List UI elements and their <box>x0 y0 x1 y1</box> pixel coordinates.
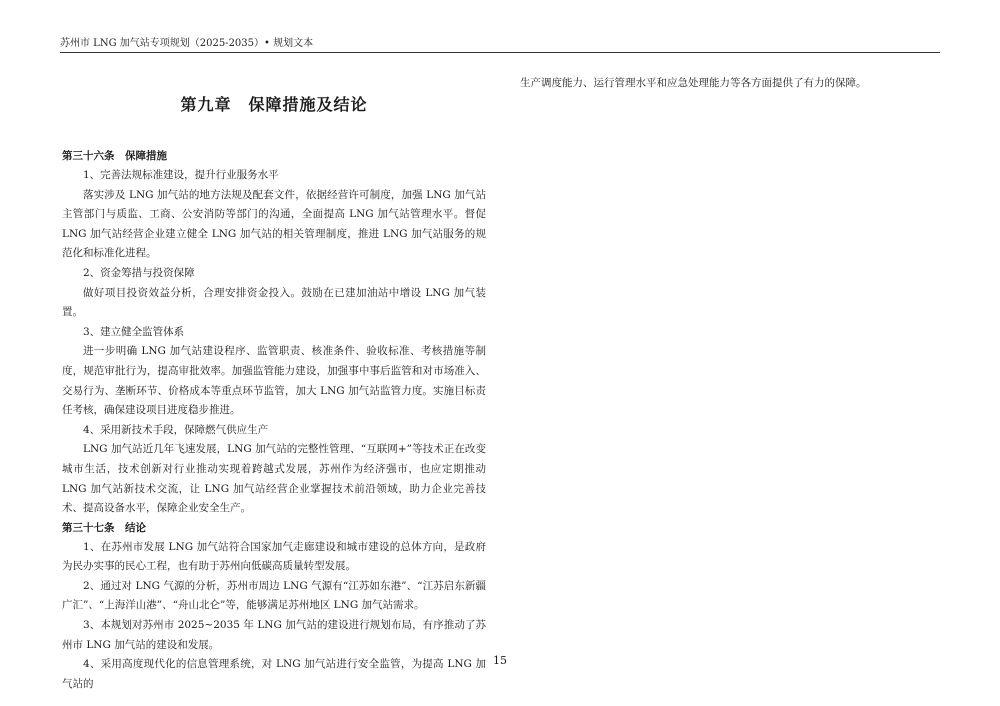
measure-1-body: 落实涉及 LNG 加气站的地方法规及配套文件，依据经营许可制度，加强 LNG 加气站主管部门与质监、工商、公安消防等部门的沟通，全面提高 LNG 加气站管理水平。督促 LNG 加气站经营企业建立健全 LNG 加气站的相关管理制度，推进 LNG 加气站服务的规范化和标准化进程。 <box>62 188 486 260</box>
measure-4-title: 4、采用新技术手段，保障燃气供应生产 <box>83 423 269 436</box>
conclusion-2: 2、通过对 LNG 气源的分析，苏州市周边 LNG 气源有“江苏如东港”、“江苏启东新疆广汇”、“上海洋山港”、“舟山北仑”等，能够满足苏州地区 LNG 加气站需求。 <box>62 579 486 612</box>
left-column <box>62 86 486 694</box>
header-divider <box>60 52 940 53</box>
right-column <box>520 74 940 94</box>
measure-2-title: 2、资金筹措与投资保障 <box>83 266 195 279</box>
conclusion-3: 3、本规划对苏州市 2025~2035 年 LNG 加气站的建设进行规划布局，有序推动了苏州市 LNG 加气站的建设和发展。 <box>62 619 486 651</box>
measure-1-title: 1、完善法规标准建设，提升行业服务水平 <box>83 169 279 181</box>
article-36-heading: 第三十六条 保障措施 <box>62 150 167 162</box>
page-number: 15 <box>493 654 507 667</box>
conclusion-4: 4、采用高度现代化的信息管理系统，对 LNG 加气站进行安全监管，为提高 LNG 加气站的 <box>62 658 486 690</box>
measure-3-body: 进一步明确 LNG 加气站建设程序、监管职责、核准条件、验收标准、考核措施等制度，规范审批行为，提高审批效率。加强监管能力建设，加强事中事后监管和对市场准入、交易行为、垄断环节、价格成本等重点环节监管，加大 LNG 加气站监管力度。实施目标责任考核，确保建设项目进度稳步推进。 <box>62 345 486 417</box>
chapter-title: 第九章 保障措施及结论 <box>180 95 368 114</box>
conclusion-4-continuation: 生产调度能力、运行管理水平和应急处理能力等各方面提供了有力的保障。 <box>520 77 867 89</box>
measure-4-body: LNG 加气站近几年飞速发展，LNG 加气站的完整性管理、“互联网+”等技术正在改变城市生活，技术创新对行业推动实现着跨越式发展，苏州作为经济强市，也应定期推动 LNG 加气站新技术交流，让 LNG 加气站经营企业掌握技术前沿领域，助力企业完善技术、提高设备水平，保障企业安全生产。 <box>62 443 486 515</box>
conclusion-1: 1、在苏州市发展 LNG 加气站符合国家加气走廊建设和城市建设的总体方向，是政府为民办实事的民心工程，也有助于苏州向低碳高质量转型发展。 <box>62 540 486 573</box>
article-37-heading: 第三十七条 结论 <box>62 521 146 534</box>
measure-2-body: 做好项目投资效益分析，合理安排资金投入。鼓励在已建加油站中增设 LNG 加气装置。 <box>62 286 486 319</box>
measure-3-title: 3、建立健全监管体系 <box>83 325 185 338</box>
running-header: 苏州市 LNG 加气站专项规划（2025-2035）• 规划文本 <box>60 38 314 49</box>
